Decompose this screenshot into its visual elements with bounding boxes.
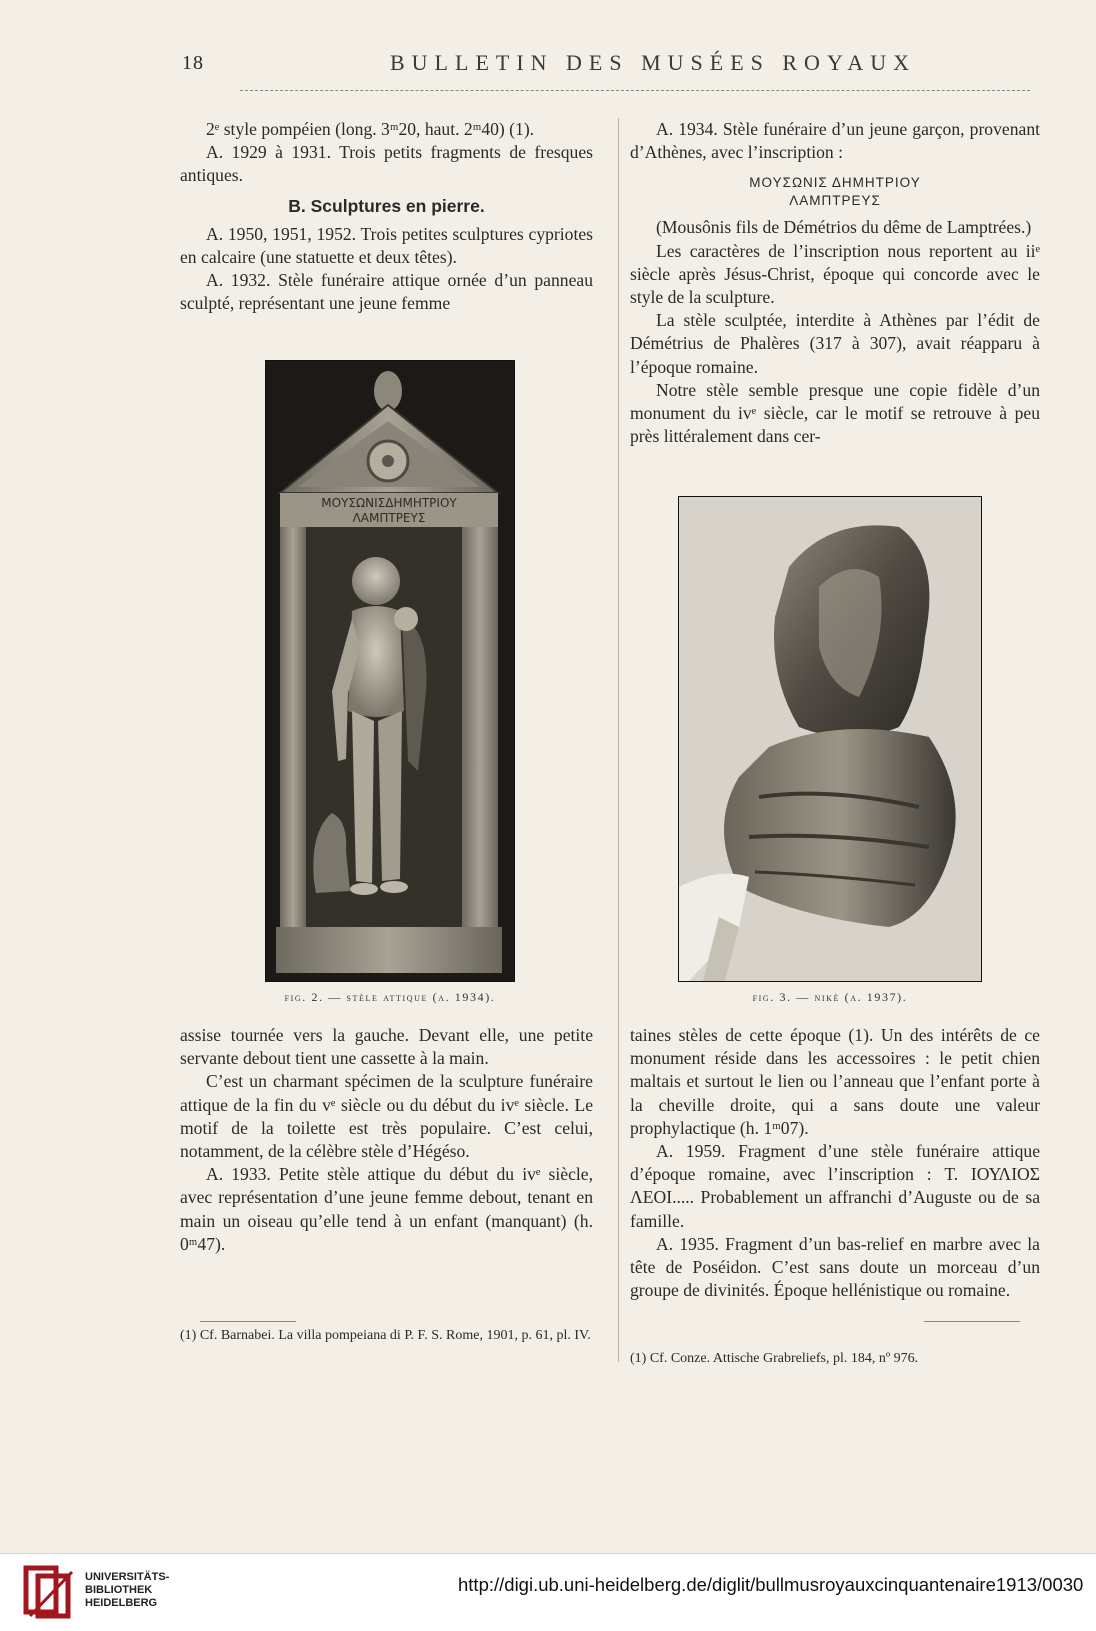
stele-illustration (266, 361, 514, 981)
section-heading: B. Sculptures en pierre. (288, 195, 485, 216)
library-logo-icon (20, 1562, 80, 1622)
header-rule (240, 90, 1030, 91)
paragraph: assise tournée vers la gauche. Devant elle, une petite servante debout tient une cassette à la main. (180, 1025, 593, 1069)
figure-3-caption (660, 990, 1000, 1005)
left-column-upper (180, 118, 593, 316)
library-name (85, 1571, 169, 1610)
inscription-line: ΜΟΥΣΩΝΙΣ ΔΗΜΗΤΡΙΟΥ (749, 175, 921, 191)
nike-illustration (679, 497, 981, 981)
paragraph: A. 1959. Fragment d’une stèle funéraire attique d’époque romaine, avec l’inscription : Τ. ΙΟΥΛΙΟΣ ΛΕΟΙ..... Probablement un affranchi d’Auguste ou de sa famille. (630, 1141, 1040, 1231)
library-name-line: UNIVERSITÄTS- (85, 1571, 170, 1583)
library-footer (0, 1553, 1096, 1631)
stele-inscription-2: ΛΑΜΠΤΡΕΥΣ (352, 511, 426, 525)
left-column-lower (180, 1024, 593, 1256)
paragraph: A. 1934. Stèle funéraire d’un jeune garçon, provenant d’Athènes, avec l’inscription : (630, 119, 1040, 163)
stele-inscription-1: ΜΟΥΣΩΝΙΣΔΗΜΗΤΡΙΟΥ (321, 496, 457, 510)
library-name-line: BIBLIOTHEK (85, 1584, 153, 1596)
paragraph: C’est un charmant spécimen de la sculpture funéraire attique de la fin du vᵉ siècle ou du début du ivᵉ siècle. Le motif de la toilette est très populaire. C’est celui, notamment, de la célèbre stèle d’Hégéso. (180, 1071, 593, 1162)
footnote-text: (1) Cf. Barnabei. La villa pompeiana di P. F. S. Rome, 1901, p. 61, pl. IV. (180, 1328, 591, 1343)
figure-2-caption (240, 990, 540, 1005)
paragraph: A. 1950, 1951, 1952. Trois petites sculptures cypriotes en calcaire (une statuette et deux têtes). (180, 223, 593, 268)
paragraph: A. 1929 à 1931. Trois petits fragments de fresques antiques. (180, 142, 593, 186)
figure-stele-photo (265, 360, 515, 982)
paragraph: A. 1933. Petite stèle attique du début du ivᵉ siècle, avec représentation d’une jeune femme debout, tenant en main un oiseau qu’elle tend à un enfant (manquant) (h. 0ᵐ47). (180, 1164, 593, 1254)
page-number: 18 (182, 52, 204, 74)
source-url-link[interactable]: http://digi.ub.uni-heidelberg.de/diglit/bullmusroyauxcinquantenaire1913/0030 (458, 1574, 1084, 1595)
footnote-rule (200, 1321, 296, 1322)
paragraph: (Mousônis fils de Démétrios du dême de Lamptrées.) (656, 217, 1032, 238)
figure-nike-photo (678, 496, 982, 982)
footnote-text: (1) Cf. Conze. Attische Grabreliefs, pl. 184, nº 976. (630, 1351, 919, 1366)
running-title: BULLETIN DES MUSÉES ROYAUX (390, 50, 917, 75)
paragraph: La stèle sculptée, interdite à Athènes par l’édit de Démétrius de Phalères (317 à 307), avait réapparu à l’époque romaine. (630, 310, 1040, 377)
library-name-line: HEIDELBERG (85, 1597, 158, 1609)
footnote-right (630, 1349, 1040, 1369)
paragraph: A. 1932. Stèle funéraire attique ornée d’un panneau sculpté, représentant une jeune femme (180, 270, 593, 314)
footnote-rule (924, 1321, 1020, 1322)
page-header (0, 44, 1096, 84)
greek-inscription (630, 174, 1040, 210)
paragraph: Notre stèle semble presque une copie fidèle d’un monument du ivᵉ siècle, car le motif se retrouve à peu près littéralement dans cer- (630, 379, 1040, 447)
inscription-line: ΛΑΜΠΤΡΕΥΣ (789, 193, 881, 209)
caption-text: fig. 3. — nikè (a. 1937). (752, 990, 908, 1004)
footnote-left (180, 1326, 593, 1346)
paragraph: A. 1935. Fragment d’un bas-relief en marbre avec la tête de Poséidon. C’est sans doute un morceau d’un groupe de divinités. Époque hellénistique ou romaine. (630, 1233, 1040, 1301)
column-divider (618, 118, 619, 1362)
paragraph: 2ᵉ style pompéien (long. 3ᵐ20, haut. 2ᵐ40) (1). (206, 119, 535, 139)
right-column-upper (630, 118, 1040, 448)
right-column-lower (630, 1024, 1040, 1302)
paragraph: taines stèles de cette époque (1). Un des intérêts de ce monument réside dans les accessoires : le petit chien maltais et surtout le lien ou l’anneau que l’enfant porte à la cheville droite, qui a sans doute une valeur prophylactique (h. 1ᵐ07). (630, 1025, 1040, 1138)
caption-text: fig. 2. — stèle attique (a. 1934). (284, 990, 496, 1004)
paragraph: Les caractères de l’inscription nous reportent au iiᵉ siècle après Jésus-Christ, époque qui concorde avec le style de la sculpture. (630, 240, 1040, 308)
